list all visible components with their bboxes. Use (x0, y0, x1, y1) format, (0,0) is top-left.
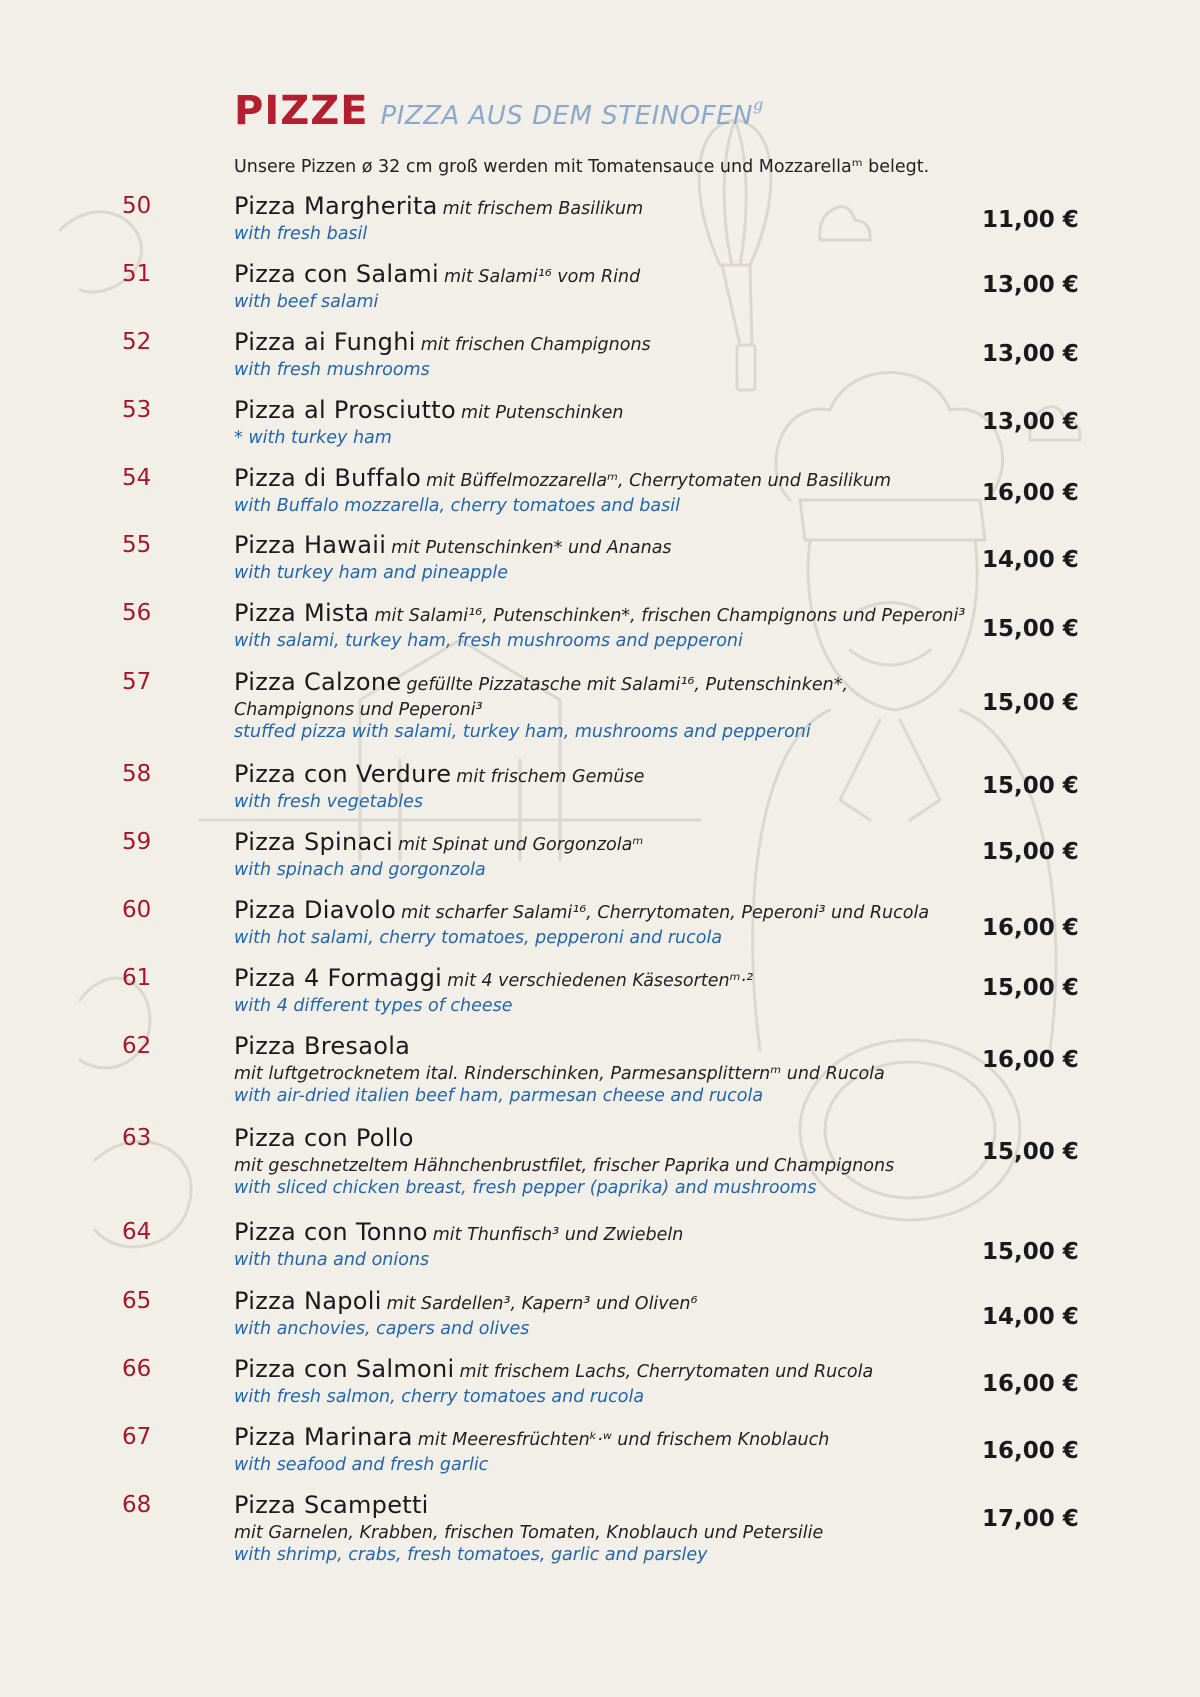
item-description-de: mit Thunfisch³ und Zwiebeln (432, 1225, 684, 1245)
item-description-en: with beef salami (234, 292, 379, 312)
item-number: 64 (122, 1219, 152, 1245)
item-content (234, 964, 1004, 1017)
page-title: PIZZE (234, 88, 369, 134)
item-content (234, 328, 1004, 381)
item-description-en: * with turkey ham (234, 428, 392, 448)
item-title-line (234, 1287, 1004, 1318)
item-content (234, 1423, 1004, 1476)
item-description-de: mit 4 verschiedenen Käsesortenᵐ·² (447, 971, 754, 991)
item-description-de: mit Sardellen³, Kapern³ und Oliven⁶ (386, 1294, 698, 1314)
item-description-en: with spinach and gorgonzola (234, 860, 486, 880)
menu-intro: Unsere Pizzen ø 32 cm groß werden mit Tomatensauce und Mozzarellaᵐ belegt. (234, 157, 930, 177)
item-number: 65 (122, 1288, 152, 1314)
item-number: 63 (122, 1125, 152, 1151)
item-number: 57 (122, 669, 152, 695)
item-name: Pizza con Verdure (234, 760, 452, 788)
item-description-de: mit frischen Champignons (420, 335, 651, 355)
item-content (234, 896, 1004, 949)
subtitle-superscript: g (753, 95, 764, 114)
item-content (234, 828, 1004, 881)
item-number: 67 (122, 1424, 152, 1450)
item-name: Pizza al Prosciutto (234, 396, 457, 424)
item-name: Pizza Marinara (234, 1423, 413, 1451)
item-description-de-continued: mit luftgetrocknetem ital. Rinderschinken, Parmesansplitternᵐ und Rucola (234, 1064, 885, 1084)
item-name: Pizza Mista (234, 599, 370, 627)
item-price: 13,00 € (982, 409, 1079, 435)
item-title-line (234, 896, 1004, 927)
item-description-de: mit Salami¹⁶, Putenschinken*, frischen Champignons und Peperoni³ (374, 606, 966, 626)
item-content (234, 1287, 1004, 1340)
item-content (234, 1218, 1004, 1271)
item-title-line (234, 1491, 1004, 1522)
item-price: 11,00 € (982, 207, 1079, 233)
item-price: 15,00 € (982, 1239, 1079, 1265)
item-number: 56 (122, 600, 152, 626)
item-title-line (234, 192, 1004, 223)
item-name: Pizza Bresaola (234, 1032, 411, 1060)
page-subtitle: PIZZA AUS DEM STEINOFEN (380, 101, 754, 131)
item-title-line (234, 668, 1004, 699)
item-description-de: mit Büffelmozzarellaᵐ, Cherrytomaten und Basilikum (426, 471, 892, 491)
item-content (234, 668, 1004, 743)
item-description-en: with shrimp, crabs, fresh tomatoes, garlic and parsley (234, 1545, 708, 1565)
item-number: 51 (122, 261, 152, 287)
item-number: 68 (122, 1492, 152, 1518)
item-title-line (234, 1423, 1004, 1454)
item-title-line (234, 531, 1004, 562)
menu-header (234, 88, 763, 134)
item-description-de: mit frischem Lachs, Cherrytomaten und Rucola (459, 1362, 874, 1382)
item-price: 13,00 € (982, 341, 1079, 367)
item-number: 58 (122, 761, 152, 787)
item-description-de: mit Meeresfrüchtenᵏ·ʷ und frischem Knoblauch (417, 1430, 830, 1450)
item-name: Pizza con Tonno (234, 1218, 428, 1246)
item-number: 55 (122, 532, 152, 558)
item-name: Pizza 4 Formaggi (234, 964, 443, 992)
item-name: Pizza Calzone (234, 668, 402, 696)
item-title-line (234, 1218, 1004, 1249)
item-content (234, 396, 1004, 449)
item-description-en: with sliced chicken breast, fresh pepper (paprika) and mushrooms (234, 1178, 817, 1198)
item-title-line (234, 260, 1004, 291)
item-title-line (234, 1032, 1004, 1063)
item-price: 16,00 € (982, 1047, 1079, 1073)
item-price: 16,00 € (982, 1438, 1079, 1464)
item-description-en: with turkey ham and pineapple (234, 563, 508, 583)
item-number: 50 (122, 193, 152, 219)
item-price: 15,00 € (982, 975, 1079, 1001)
item-description-en: with Buffalo mozzarella, cherry tomatoes and basil (234, 496, 680, 516)
item-name: Pizza con Salmoni (234, 1355, 455, 1383)
item-name: Pizza Hawaii (234, 531, 387, 559)
item-description-en: with air-dried italien beef ham, parmesan cheese and rucola (234, 1086, 764, 1106)
item-content (234, 1491, 1004, 1566)
item-description-en: with fresh vegetables (234, 792, 424, 812)
item-title-line (234, 464, 1004, 495)
item-description-en: with 4 different types of cheese (234, 996, 513, 1016)
item-price: 14,00 € (982, 1304, 1079, 1330)
item-title-line (234, 328, 1004, 359)
item-number: 61 (122, 965, 152, 991)
item-price: 15,00 € (982, 616, 1079, 642)
item-title-line (234, 396, 1004, 427)
item-description-en: with fresh basil (234, 224, 368, 244)
item-title-line (234, 760, 1004, 791)
item-title-line (234, 1124, 1004, 1155)
item-content (234, 760, 1004, 813)
item-title-line (234, 828, 1004, 859)
item-price: 16,00 € (982, 1371, 1079, 1397)
item-description-en: with anchovies, capers and olives (234, 1319, 530, 1339)
item-content (234, 1124, 1004, 1199)
item-number: 54 (122, 465, 152, 491)
item-description-de: mit frischem Gemüse (456, 767, 645, 787)
item-name: Pizza con Pollo (234, 1124, 414, 1152)
item-description-de: mit Putenschinken* und Ananas (391, 538, 672, 558)
item-content (234, 464, 1004, 517)
item-description-de-continued: mit geschnetzeltem Hähnchenbrustfilet, frischer Paprika und Champignons (234, 1156, 895, 1176)
item-title-line (234, 1355, 1004, 1386)
item-price: 15,00 € (982, 1139, 1079, 1165)
item-description-de: mit Salami¹⁶ vom Rind (444, 267, 641, 287)
item-name: Pizza Margherita (234, 192, 438, 220)
item-number: 62 (122, 1033, 152, 1059)
item-description-en: with fresh mushrooms (234, 360, 430, 380)
item-price: 16,00 € (982, 480, 1079, 506)
item-number: 52 (122, 329, 152, 355)
item-content (234, 599, 1004, 652)
item-content (234, 531, 1004, 584)
item-price: 15,00 € (982, 773, 1079, 799)
item-description-de-continued: Champignons und Peperoni³ (234, 700, 483, 720)
item-name: Pizza Scampetti (234, 1491, 429, 1519)
item-content (234, 1032, 1004, 1107)
item-price: 17,00 € (982, 1506, 1079, 1532)
item-description-en: with fresh salmon, cherry tomatoes and rucola (234, 1387, 645, 1407)
item-number: 53 (122, 397, 152, 423)
item-title-line (234, 599, 1004, 630)
item-content (234, 192, 1004, 245)
item-price: 13,00 € (982, 272, 1079, 298)
item-name: Pizza Diavolo (234, 896, 397, 924)
item-description-de: mit Putenschinken (461, 403, 624, 423)
item-number: 66 (122, 1356, 152, 1382)
item-content (234, 1355, 1004, 1408)
item-description-en: with salami, turkey ham, fresh mushrooms and pepperoni (234, 631, 743, 651)
item-name: Pizza con Salami (234, 260, 440, 288)
item-content (234, 260, 1004, 313)
item-price: 14,00 € (982, 547, 1079, 573)
item-price: 16,00 € (982, 915, 1079, 941)
item-price: 15,00 € (982, 690, 1079, 716)
item-description-en: with hot salami, cherry tomatoes, pepperoni and rucola (234, 928, 723, 948)
item-description-en: with seafood and fresh garlic (234, 1455, 489, 1475)
item-number: 60 (122, 897, 152, 923)
item-description-de: gefüllte Pizzatasche mit Salami¹⁶, Putenschinken*, (406, 675, 849, 695)
item-description-de-continued: mit Garnelen, Krabben, frischen Tomaten, Knoblauch und Petersilie (234, 1523, 824, 1543)
item-description-en: with thuna and onions (234, 1250, 430, 1270)
item-description-de: mit Spinat und Gorgonzolaᵐ (397, 835, 644, 855)
item-name: Pizza ai Funghi (234, 328, 416, 356)
item-price: 15,00 € (982, 839, 1079, 865)
item-description-de: mit frischem Basilikum (442, 199, 644, 219)
item-name: Pizza di Buffalo (234, 464, 422, 492)
item-name: Pizza Spinaci (234, 828, 393, 856)
item-title-line (234, 964, 1004, 995)
item-name: Pizza Napoli (234, 1287, 382, 1315)
item-description-en: stuffed pizza with salami, turkey ham, mushrooms and pepperoni (234, 722, 811, 742)
item-number: 59 (122, 829, 152, 855)
item-description-de: mit scharfer Salami¹⁶, Cherrytomaten, Peperoni³ und Rucola (401, 903, 930, 923)
